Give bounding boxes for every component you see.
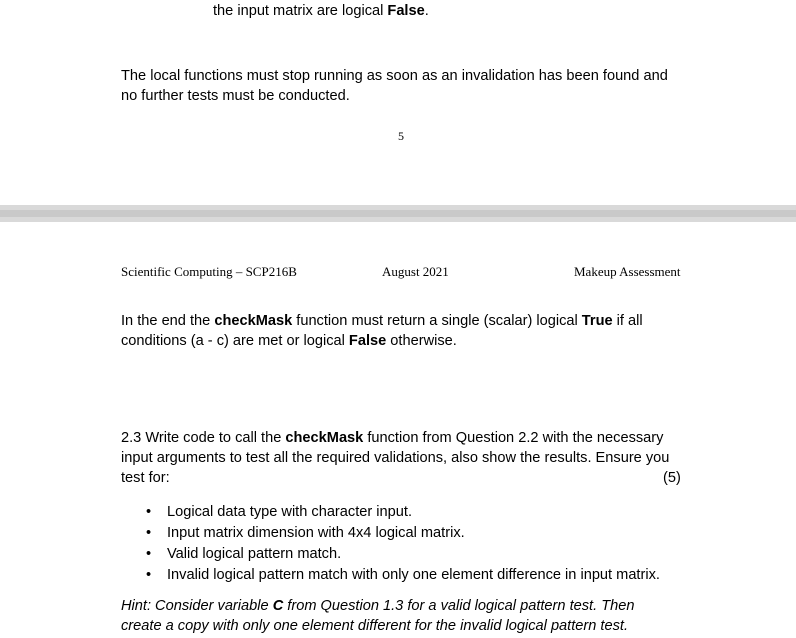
hint-line-2: create a copy with only one element different for the invalid logical pattern test. xyxy=(121,618,629,634)
question-2-3-line-2: input arguments to test all the required validations, also show the results. Ensure you xyxy=(121,450,670,466)
false-keyword: False xyxy=(387,3,425,19)
document-page-1 xyxy=(0,0,796,205)
text-run: if all xyxy=(612,313,643,329)
end-para-line-2 xyxy=(121,331,457,351)
bullet-icon: • xyxy=(146,504,152,520)
text-run: 2.3 Write code to call the xyxy=(121,430,286,446)
true-keyword: True xyxy=(581,313,613,329)
page-separator xyxy=(0,205,796,222)
header-date: August 2021 xyxy=(382,264,449,279)
text-run: conditions (a - c) are met or logical xyxy=(121,333,349,349)
paragraph-line: The local functions must stop running as soon as an invalidation has been found and xyxy=(121,68,668,84)
page-separator-line xyxy=(0,210,796,217)
paragraph-line: no further tests must be conducted. xyxy=(121,88,350,104)
question-2-3-line-3: test for: xyxy=(121,470,170,486)
header-assessment: Makeup Assessment xyxy=(574,264,681,279)
text-run: otherwise. xyxy=(386,333,457,349)
checkmask-keyword: checkMask xyxy=(285,430,364,446)
bullet-icon: • xyxy=(146,567,152,583)
text-run: In the end the xyxy=(121,313,215,329)
false-keyword: False xyxy=(348,333,387,349)
header-course: Scientific Computing – SCP216B xyxy=(121,264,297,279)
question-2-3-line-1 xyxy=(121,428,663,448)
bullet-icon: • xyxy=(146,546,152,562)
page-number: 5 xyxy=(398,129,404,143)
hint-line-1 xyxy=(121,596,634,616)
list-item-text: Input matrix dimension with 4x4 logical matrix. xyxy=(167,525,465,541)
continued-text: the input matrix are logical xyxy=(213,3,388,19)
bullet-icon: • xyxy=(146,525,152,541)
continued-line xyxy=(213,1,429,21)
end-para-line-1 xyxy=(121,311,643,331)
list-item-text: Logical data type with character input. xyxy=(167,504,412,520)
text-run: function from Question 2.2 with the necessary xyxy=(363,430,664,446)
text-run: from Question 1.3 for a valid logical pattern test. Then xyxy=(283,598,635,614)
text-run: Hint: Consider variable xyxy=(121,598,273,614)
list-item-text: Invalid logical pattern match with only one element difference in input matrix. xyxy=(167,567,660,583)
continued-period: . xyxy=(424,3,429,19)
question-marks: (5) xyxy=(663,470,681,486)
list-item-text: Valid logical pattern match. xyxy=(167,546,342,562)
checkmask-keyword: checkMask xyxy=(214,313,293,329)
text-run: function must return a single (scalar) logical xyxy=(292,313,582,329)
variable-c: C xyxy=(272,598,284,614)
